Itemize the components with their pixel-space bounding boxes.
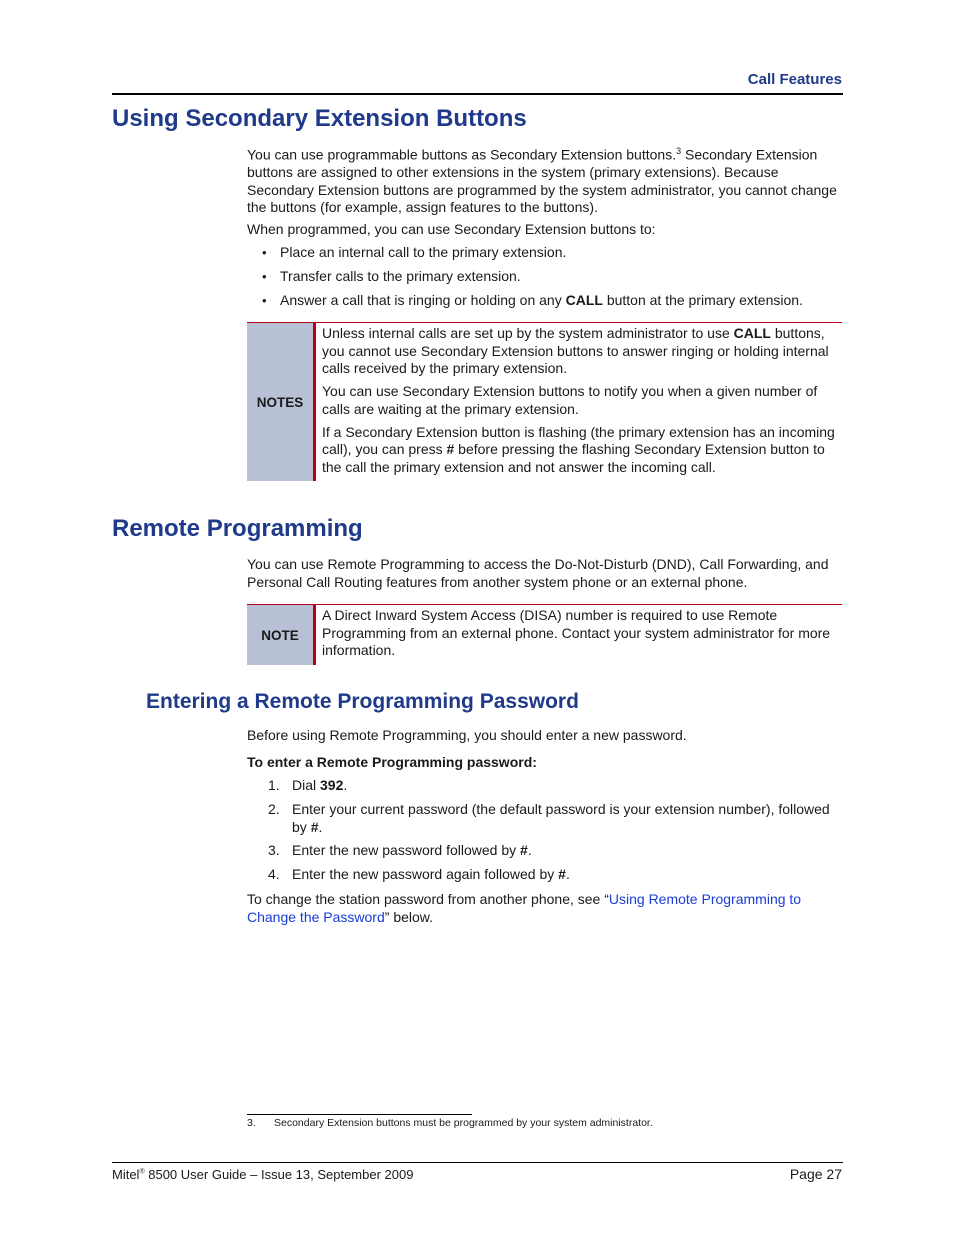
heading-remote-programming: Remote Programming — [112, 515, 363, 542]
bullet-item: • Transfer calls to the primary extension. — [247, 268, 842, 286]
remote-intro: You can use Remote Programming to access the Do-Not-Disturb (DND), Call Forwarding, and Personal Call Routing features from another system phone or an external phone. — [247, 556, 829, 590]
xref-link[interactable]: Using Remote Programming to Change the Password — [247, 891, 802, 925]
heading-secondary-extension: Using Secondary Extension Buttons — [112, 105, 527, 132]
bullet-item: • Place an internal call to the primary extension. — [247, 244, 842, 262]
step-item: 2. Enter your current password (the default password is your extension number), followed by #. — [268, 801, 830, 835]
secondary-intro-a: You can use programmable buttons as Secondary Extension buttons. — [247, 146, 677, 163]
secondary-intro — [247, 143, 842, 217]
step-item: 1. Dial 392. — [268, 777, 348, 793]
secondary-lead: When programmed, you can use Secondary Extension buttons to: — [247, 221, 656, 237]
footnote — [247, 1117, 653, 1129]
note-label: NOTE — [247, 605, 316, 665]
procedure-heading: To enter a Remote Programming password: — [247, 754, 537, 770]
footnote-rule — [247, 1114, 472, 1115]
footer-doc-title: Mitel® 8500 User Guide – Issue 13, September 2009 — [112, 1167, 414, 1182]
note-box — [247, 604, 842, 665]
password-steps — [247, 777, 842, 884]
notes-box — [247, 322, 842, 481]
password-intro: Before using Remote Programming, you should enter a new password. — [247, 727, 687, 743]
footer-rule — [112, 1162, 843, 1163]
footnote-text: Secondary Extension buttons must be programmed by your system administrator. — [274, 1117, 653, 1129]
running-header: Call Features — [747, 71, 842, 88]
secondary-intro-b: Secondary Extension buttons are assigned to other extensions in the system (primary extensions). Because Secondary Extension buttons are programmed by the system administrator, you cannot change the buttons (for example, assign features to the buttons). — [247, 146, 837, 216]
step-item: 3. Enter the new password followed by #. — [268, 842, 532, 858]
note-paragraph: If a Secondary Extension button is flashing (the primary extension has an incoming call), you can press # before pressing the flashing Secondary Extension button to the call the primary extension and not answer the incoming call. — [322, 423, 835, 475]
cross-reference: To change the station password from another phone, see “Using Remote Programming to Change the Password” below. — [247, 891, 802, 925]
secondary-bullets — [247, 244, 842, 309]
notes-content — [316, 323, 842, 481]
notes-label: NOTES — [247, 323, 316, 481]
bullet-item: • Answer a call that is ringing or holding on any CALL button at the primary extension. — [247, 292, 842, 310]
note-paragraph: Unless internal calls are set up by the system administrator to use CALL buttons, you cannot use Secondary Extension buttons to answer ringing or holding internal calls received by the primary extension. — [322, 325, 829, 376]
heading-remote-password: Entering a Remote Programming Password — [146, 690, 579, 713]
header-rule — [112, 93, 843, 95]
page-number: Page 27 — [789, 1166, 842, 1182]
footnote-number: 3. — [247, 1117, 256, 1129]
footnote-ref[interactable]: 3 — [676, 146, 682, 156]
note-paragraph: You can use Secondary Extension buttons to notify you when a given number of calls are waiting at the primary extension. — [322, 383, 818, 417]
step-item: 4. Enter the new password again followed by #. — [268, 866, 570, 882]
note-content: A Direct Inward System Access (DISA) number is required to use Remote Programming from an external phone. Contact your system administrator for more information. — [322, 607, 831, 658]
